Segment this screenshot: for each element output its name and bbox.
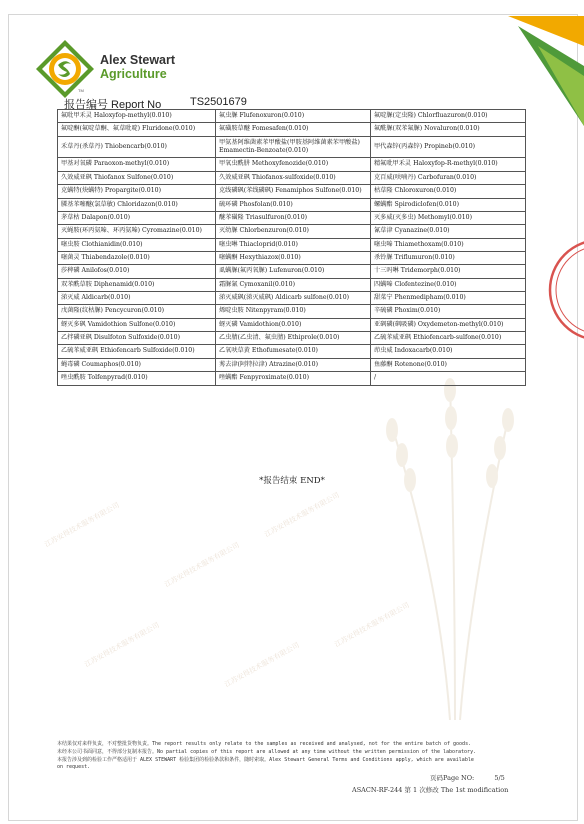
watermark-text: 江苏安得技术服务有限公司 [43,501,121,549]
trademark-mark: TM [78,88,84,93]
table-cell: 虱螨脲(氟丙氧脲) Lufenuron(0.010) [216,265,371,278]
table-row [58,278,526,291]
watermark-text: 江苏安得技术服务有限公司 [83,621,161,669]
footer-line: 未经本公司书面同意，不得部分复制本报告。No partial copies of this report are allowed at any time without the written permission of the laboratory. [57,748,477,755]
table-cell: 噻菌灵 Thiabendazole(0.010) [58,251,216,264]
table-cell: 枯草隆 Chloroxuron(0.010) [371,185,526,198]
table-cell: 十三吗啉 Tridemorph(0.010) [371,265,526,278]
table-cell: 莠去津(阿特拉津) Atrazine(0.010) [216,358,371,371]
table-cell: 蝇毒磷 Coumaphos(0.010) [58,358,216,371]
table-cell: 氟磺胺草醚 Fomesafen(0.010) [216,123,371,136]
page-number-label: 页码Page NO: [430,774,475,782]
footer-disclaimer [57,741,537,772]
results-table [57,109,526,386]
table-row [58,123,526,136]
table-cell: 甜菜宁 Phenmedipham(0.010) [371,292,526,305]
table-row [58,158,526,171]
form-code: ASACN-RF-244 第 1 次修改 The 1st modification [352,786,509,794]
table-row [58,238,526,251]
watermark-text: 江苏安得技术服务有限公司 [223,641,301,689]
table-cell: 茚虫威 Indoxacarb(0.010) [371,345,526,358]
table-cell: 甲氧虫酰肼 Methoxyfenozide(0.010) [216,158,371,171]
company-seal-stamp [540,232,584,348]
table-row [58,358,526,371]
table-cell: 乙虫腈(乙虫清、氟虫腈) Ethiprole(0.010) [216,332,371,345]
table-cell: 唑虫酰胺 Tolfenpyrad(0.010) [58,372,216,385]
table-cell: 硫环磷 Phosfolan(0.010) [216,198,371,211]
table-cell: 甲代森锌(丙森锌) Propineb(0.010) [371,136,526,158]
table-row [58,211,526,224]
table-cell: 唑螨酯 Fenpyroximate(0.010) [216,372,371,385]
table-cell: 戊菌隆(纹枯脲) Pencycuron(0.010) [58,305,216,318]
table-cell: 亚砜磷(砜吸磷) Oxydemeton-methyl(0.010) [371,318,526,331]
table-cell: 莎稗磷 Anilofos(0.010) [58,265,216,278]
footer-line: on request. [57,764,91,771]
table-row [58,225,526,238]
table-cell: 甲基对氧磷 Paraoxon-methyl(0.010) [58,158,216,171]
table-cell: 蚜灭多砜 Vamidothion Sulfone(0.010) [58,318,216,331]
table-cell: 禾草丹(杀草丹) Thiobencarb(0.010) [58,136,216,158]
table-cell: / [371,372,526,385]
table-cell: 醚苯磺隆 Triasulfuron(0.010) [216,211,371,224]
table-cell: 氟吡甲禾灵 Haloxyfop-methyl(0.010) [58,110,216,123]
table-cell: 螺螨酯 Spirodiclofen(0.010) [371,198,526,211]
table-cell: 辛硫磷 Phoxim(0.010) [371,305,526,318]
watermark-text: 江苏安得技术服务有限公司 [263,491,341,539]
table-cell: 双苯酰草胺 Diphenamid(0.010) [58,278,216,291]
table-cell: 久效威亚砜 Thiofanox Sulfone(0.010) [58,171,216,184]
table-cell: 乙氧呋草黄 Ethofumesate(0.010) [216,345,371,358]
table-cell: 氟虫脲 Flufenoxuron(0.010) [216,110,371,123]
wheat-watermark-icon [330,360,560,720]
footer-line: 本结果仅对来样负责，不对整批货物负责。The report results only relate to the samples as received and analysed, not for the entire batch of goods. [57,741,472,747]
report-number-value: TS2501679 [190,96,247,108]
table-row [58,305,526,318]
table-row [58,372,526,385]
table-row [58,345,526,358]
table-cell: 茅草枯 Dalapon(0.010) [58,211,216,224]
table-cell: 灭蝇胺(环丙氨嗪、环丙氨嗪) Cyromazine(0.010) [58,225,216,238]
watermark-text: 江苏安得技术服务有限公司 [163,541,241,589]
table-cell: 杀铃脲 Triflumuron(0.010) [371,251,526,264]
table-cell: 涕灭威砜(涕灭威砜) Aldicarb sulfone(0.010) [216,292,371,305]
table-cell: 克线磷砜(苯线磷砜) Fenamiphos Sulfone(0.010) [216,185,371,198]
table-cell: 膦基苯噻醚(氯草敏) Chloridazon(0.010) [58,198,216,211]
table-row [58,265,526,278]
table-cell: 氰草津 Cyanazine(0.010) [371,225,526,238]
report-number-label: 报告编号 Report No [64,99,162,111]
table-row [58,292,526,305]
alex-stewart-logo-icon [36,40,94,98]
table-cell: 噻虫啉 Thiacloprid(0.010) [216,238,371,251]
table-cell: 氟酰脲(双苯氟脲) Novaluron(0.010) [371,123,526,136]
watermark-text: 江苏安得技术服务有限公司 [333,601,411,649]
table-cell: 噻螨酮 Hexythiazox(0.010) [216,251,371,264]
table-cell: 久效威亚砜 Thiofanox-sulfoxide(0.010) [216,171,371,184]
table-cell: 霜脲氰 Cymoxanil(0.010) [216,278,371,291]
table-cell: 氟啶脲(定虫隆) Chlorfluazuron(0.010) [371,110,526,123]
table-cell: 氟啶酮(氟啶草酮、氟草吡啶) Fluridone(0.010) [58,123,216,136]
page-number-value: 5/5 [494,774,505,782]
table-cell: 涕灭威 Aldicarb(0.010) [58,292,216,305]
table-cell: 四螨嗪 Clofentezine(0.010) [371,278,526,291]
table-cell: 乙拌磷亚砜 Disulfoton Sulfoxide(0.010) [58,332,216,345]
table-cell: 精氟吡甲禾灵 Haloxyfop-R-methyl(0.010) [371,158,526,171]
table-row [58,332,526,345]
report-end-mark: *报告结束 END* [259,476,325,486]
table-row [58,185,526,198]
brand-name: Alex Stewart [100,53,176,67]
table-row [58,171,526,184]
table-cell: 灭幼脲 Chlorbenzuron(0.010) [216,225,371,238]
table-row [58,136,526,158]
table-row [58,318,526,331]
table-row [58,198,526,211]
table-cell: 克螨特(炔螨特) Propargite(0.010) [58,185,216,198]
table-cell: 噻虫胺 Clothianidin(0.010) [58,238,216,251]
table-cell: 蚜灭磷 Vamidothion(0.010) [216,318,371,331]
table-cell: 乙硫苯威亚砜 Ethiofencarb Sulfoxide(0.010) [58,345,216,358]
table-row [58,110,526,123]
table-cell: 烯啶虫胺 Nitenpyram(0.010) [216,305,371,318]
table-cell: 噻虫嗪 Thiamethoxam(0.010) [371,238,526,251]
page-number [430,773,505,782]
table-cell: 克百威(呋喃丹) Carbofuran(0.010) [371,171,526,184]
table-cell: 甲氨基阿维菌素苯甲酸盐(甲胺基阿维菌素苯甲酸盐) Emamectin-Benzoate(0.010) [216,136,371,158]
table-cell: 乙硫苯威亚砜 Ethiofencarb-sulfone(0.010) [371,332,526,345]
table-row [58,251,526,264]
brand-subtitle: Agriculture [100,67,167,81]
footer-line: 本报告涉及到的检验工作严格适用于 ALEX STEWART 检验集团的检验条款和条件，随时索取。Alex Stewart General Terms and Conditions apply, which are available [57,756,474,763]
table-cell: 鱼藤酮 Rotenone(0.010) [371,358,526,371]
table-cell: 灭多威(灭多虫) Methomyl(0.010) [371,211,526,224]
